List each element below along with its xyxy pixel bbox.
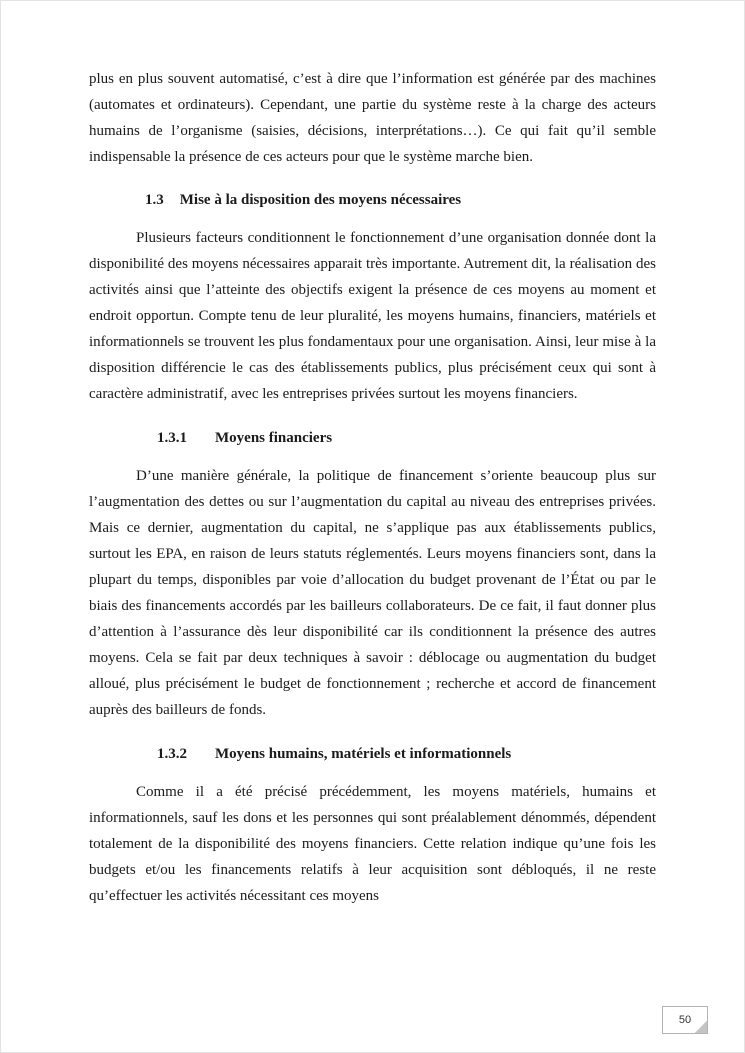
paragraph-continuation: plus en plus souvent automatisé, c’est à dire que l’information est générée par des machines (automates et ordinateurs). Cependant, une partie du système reste à la charge des acteurs humains de l’organisme (saisies, décisions, interprétations…). Ce qui fait qu’il semble indispensable la présence de ces acteurs pour que le système marche bien. [89, 71, 656, 165]
section-number: 1.3.1 [157, 430, 187, 446]
section-heading-1-3-2 [157, 741, 656, 767]
section-heading-1-3-1 [157, 425, 656, 451]
page-corner-fold-icon [695, 1021, 707, 1033]
section-number: 1.3.2 [157, 746, 187, 762]
section-heading-1-3 [145, 187, 656, 213]
paragraph-section-1-3-1: D’une manière générale, la politique de financement s’oriente beaucoup plus sur l’augmentation des dettes ou sur l’augmentation du capital au niveau des entreprises privées. Mais ce dernier, augmentation du capital, ne s’applique pas aux établissements publics, surtout les EPA, en raison de leurs statuts réglementés. Leurs moyens financiers sont, dans la plupart du temps, disponibles par voie d’allocation du budget provenant de l’État ou par le biais des financements accordés par les bailleurs collaborateurs. De ce fait, il faut donner plus d’attention à l’assurance dès leur disponibilité car ils conditionnent la présence des autres moyens. Cela se fait par deux techniques à savoir : déblocage ou augmentation du budget alloué, plus précisément le budget de fonctionnement ; recherche et accord de financement auprès des bailleurs de fonds. [89, 468, 656, 718]
section-title: Mise à la disposition des moyens nécessaires [179, 192, 462, 208]
section-title: Moyens financiers [215, 430, 333, 446]
page-number: 50 [678, 1014, 692, 1026]
section-title: Moyens humains, matériels et informationnels [215, 746, 512, 762]
paragraph-section-1-3-2: Comme il a été précisé précédemment, les moyens matériels, humains et informationnels, sauf les dons et les personnes qui sont préalablement dénommés, dépendent totalement de la disponibilité des moyens financiers. Cette relation indique qu’une fois les budgets et/ou les financements relatifs à leur acquisition sont débloqués, il ne reste qu’effectuer les activités nécessitant ces moyens [89, 784, 656, 904]
page-number-box [662, 1006, 708, 1034]
section-number: 1.3 [145, 192, 164, 208]
page-body-text [89, 66, 656, 909]
paragraph-section-1-3: Plusieurs facteurs conditionnent le fonctionnement d’une organisation donnée dont la disponibilité des moyens nécessaires apparait très importante. Autrement dit, la réalisation des activités ainsi que l’atteinte des objectifs exigent la présence de ces moyens au moment et endroit opportun. Compte tenu de leur pluralité, les moyens humains, financiers, matériels et informationnels se trouvent les plus fondamentaux pour une organisation. Ainsi, leur mise à la disposition différencie le cas des établissements publics, plus précisément ceux qui sont à caractère administratif, avec les entreprises privées surtout les moyens financiers. [89, 230, 656, 402]
